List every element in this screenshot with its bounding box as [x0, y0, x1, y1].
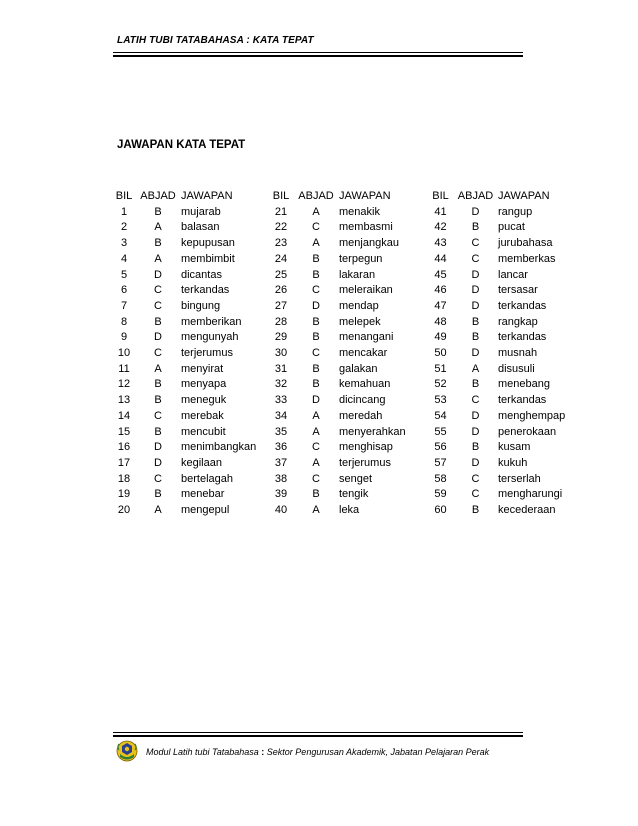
cell-bil: 50	[434, 347, 447, 360]
column-header-abjad: ABJAD	[298, 190, 334, 202]
cell-jawapan: mencubit	[181, 425, 226, 438]
cell-abjad: C	[154, 284, 162, 297]
cell-bil: 24	[274, 252, 288, 265]
answer-table-body	[113, 205, 568, 519]
cell-abjad: B	[312, 252, 320, 265]
header-rule-thin	[113, 52, 523, 53]
table-row	[113, 362, 568, 378]
cell-jawapan: membasmi	[339, 221, 393, 234]
table-row	[113, 472, 568, 488]
cell-jawapan: lakaran	[339, 268, 376, 281]
cell-jawapan: mengharungi	[498, 488, 563, 501]
cell-jawapan: tengik	[339, 488, 369, 501]
cell-jawapan: menyirat	[181, 362, 224, 375]
table-row	[113, 377, 568, 393]
cell-jawapan: merebak	[181, 409, 224, 422]
cell-abjad: C	[471, 488, 480, 501]
table-header-row	[113, 189, 568, 205]
cell-bil: 15	[117, 425, 131, 438]
cell-abjad: D	[154, 456, 162, 469]
cell-abjad: D	[154, 331, 162, 344]
cell-bil: 33	[274, 394, 288, 407]
cell-bil: 22	[274, 221, 288, 234]
footer-rule-thick	[113, 735, 523, 737]
column-header-jawapan: JAWAPAN	[181, 190, 233, 202]
cell-bil: 11	[118, 362, 130, 375]
cell-jawapan: senget	[339, 472, 373, 485]
cell-bil: 7	[120, 299, 128, 312]
cell-abjad: A	[312, 504, 320, 517]
cell-jawapan: leka	[339, 504, 360, 517]
column-header-jawapan: JAWAPAN	[339, 190, 391, 202]
column-header-bil: BIL	[432, 190, 449, 202]
cell-jawapan: melepek	[339, 315, 381, 328]
cell-abjad: D	[471, 205, 480, 218]
cell-abjad: A	[312, 205, 320, 218]
cell-bil: 58	[434, 472, 447, 485]
state-crest-icon	[116, 740, 138, 762]
cell-jawapan: kemahuan	[339, 378, 391, 391]
cell-jawapan: menakik	[339, 205, 380, 218]
table-row	[113, 220, 568, 236]
cell-abjad: A	[312, 409, 320, 422]
cell-bil: 35	[274, 425, 288, 438]
cell-jawapan: memberkas	[498, 252, 556, 265]
cell-abjad: C	[471, 252, 480, 265]
document-header-title: LATIH TUBI TATABAHASA : KATA TEPAT	[117, 35, 314, 46]
cell-bil: 54	[434, 409, 447, 422]
cell-bil: 56	[434, 441, 447, 454]
cell-jawapan: kecederaan	[498, 504, 556, 517]
cell-bil: 32	[274, 378, 288, 391]
cell-bil: 23	[274, 237, 288, 250]
cell-jawapan: tersasar	[498, 284, 538, 297]
cell-jawapan: menyapa	[181, 378, 227, 391]
table-row	[113, 456, 568, 472]
cell-abjad: B	[471, 315, 480, 328]
cell-bil: 41	[434, 205, 447, 218]
cell-abjad: C	[154, 347, 162, 360]
cell-abjad: B	[471, 504, 480, 517]
cell-abjad: B	[154, 378, 162, 391]
cell-jawapan: terjerumus	[339, 456, 391, 469]
cell-bil: 40	[274, 504, 288, 517]
column-header-bil: BIL	[115, 190, 133, 202]
table-row	[113, 268, 568, 284]
cell-jawapan: mendap	[339, 299, 379, 312]
cell-abjad: B	[154, 315, 162, 328]
cell-bil: 16	[117, 441, 131, 454]
cell-abjad: C	[471, 472, 480, 485]
cell-bil: 37	[274, 456, 288, 469]
cell-abjad: A	[154, 252, 162, 265]
cell-jawapan: menangani	[339, 331, 394, 344]
cell-jawapan: musnah	[498, 347, 538, 360]
cell-bil: 21	[274, 205, 288, 218]
cell-jawapan: mengunyah	[181, 331, 239, 344]
cell-abjad: B	[154, 237, 162, 250]
table-row	[113, 425, 568, 441]
footer-separator: :	[261, 747, 265, 757]
cell-jawapan: meleraikan	[339, 284, 393, 297]
table-row	[113, 330, 568, 346]
cell-bil: 10	[117, 347, 131, 360]
cell-abjad: D	[154, 441, 162, 454]
cell-abjad: D	[471, 409, 480, 422]
cell-jawapan: terpegun	[339, 252, 383, 265]
cell-abjad: B	[312, 362, 320, 375]
cell-jawapan: mencakar	[339, 347, 388, 360]
cell-abjad: B	[154, 425, 162, 438]
cell-bil: 48	[434, 315, 447, 328]
cell-abjad: A	[154, 504, 162, 517]
cell-bil: 39	[274, 488, 288, 501]
cell-jawapan: jurubahasa	[498, 237, 553, 250]
table-row	[113, 205, 568, 221]
cell-jawapan: menimbangkan	[181, 441, 257, 454]
cell-jawapan: terserlah	[498, 472, 541, 485]
cell-jawapan: mengepul	[181, 504, 230, 517]
cell-abjad: C	[154, 299, 162, 312]
table-row	[113, 503, 568, 519]
cell-bil: 46	[434, 284, 447, 297]
cell-abjad: B	[471, 331, 480, 344]
cell-bil: 31	[274, 362, 288, 375]
cell-bil: 38	[274, 472, 288, 485]
cell-bil: 14	[117, 409, 131, 422]
cell-bil: 42	[434, 221, 447, 234]
cell-bil: 47	[434, 299, 447, 312]
cell-abjad: D	[471, 425, 480, 438]
cell-jawapan: terkandas	[498, 299, 547, 312]
cell-jawapan: menyerahkan	[339, 425, 406, 438]
header-rule-thick	[113, 55, 523, 57]
cell-jawapan: terkandas	[181, 284, 230, 297]
cell-jawapan: rangup	[498, 205, 533, 218]
cell-bil: 29	[274, 331, 288, 344]
cell-bil: 17	[117, 456, 131, 469]
cell-bil: 13	[117, 394, 131, 407]
cell-abjad: A	[471, 362, 480, 375]
cell-abjad: A	[312, 425, 320, 438]
cell-bil: 9	[120, 331, 128, 344]
cell-abjad: D	[312, 394, 320, 407]
cell-abjad: C	[154, 472, 162, 485]
cell-jawapan: menjangkau	[339, 237, 399, 250]
cell-abjad: B	[154, 205, 162, 218]
cell-bil: 55	[434, 425, 447, 438]
cell-jawapan: kepupusan	[181, 237, 235, 250]
cell-bil: 12	[117, 378, 131, 391]
cell-abjad: B	[471, 441, 480, 454]
cell-abjad: D	[471, 456, 480, 469]
cell-bil: 18	[117, 472, 131, 485]
cell-bil: 19	[117, 488, 131, 501]
cell-bil: 44	[434, 252, 447, 265]
cell-abjad: D	[471, 347, 480, 360]
cell-abjad: D	[154, 268, 162, 281]
cell-jawapan: menebang	[498, 378, 550, 391]
cell-bil: 49	[434, 331, 447, 344]
cell-jawapan: mujarab	[181, 205, 221, 218]
table-row	[113, 346, 568, 362]
footer-text	[146, 747, 489, 757]
cell-abjad: B	[471, 221, 480, 234]
cell-bil: 51	[434, 362, 447, 375]
cell-bil: 20	[117, 504, 131, 517]
cell-bil: 6	[120, 284, 128, 297]
cell-jawapan: rangkap	[498, 315, 538, 328]
table-row	[113, 409, 568, 425]
cell-jawapan: terkandas	[498, 394, 547, 407]
cell-bil: 28	[274, 315, 288, 328]
cell-jawapan: menghempap	[498, 409, 566, 422]
cell-jawapan: dicantas	[181, 268, 222, 281]
cell-abjad: D	[471, 299, 480, 312]
cell-abjad: C	[471, 237, 480, 250]
cell-abjad: B	[154, 394, 162, 407]
cell-bil: 52	[434, 378, 447, 391]
cell-bil: 4	[120, 252, 128, 265]
cell-abjad: C	[312, 284, 320, 297]
cell-abjad: C	[312, 441, 320, 454]
cell-bil: 26	[274, 284, 288, 297]
cell-abjad: C	[154, 409, 162, 422]
answer-table	[113, 189, 568, 519]
cell-jawapan: disusuli	[498, 362, 535, 375]
cell-jawapan: meredah	[339, 409, 383, 422]
cell-bil: 30	[274, 347, 288, 360]
cell-bil: 8	[120, 315, 128, 328]
column-header-abjad: ABJAD	[140, 190, 176, 202]
cell-abjad: C	[471, 394, 480, 407]
cell-bil: 59	[434, 488, 447, 501]
cell-abjad: B	[154, 488, 162, 501]
cell-jawapan: meneguk	[181, 394, 227, 407]
cell-bil: 53	[434, 394, 447, 407]
cell-jawapan: bertelagah	[181, 472, 233, 485]
cell-abjad: D	[471, 268, 480, 281]
cell-jawapan: memberikan	[181, 315, 242, 328]
column-header-bil: BIL	[272, 190, 290, 202]
table-row	[113, 487, 568, 503]
cell-jawapan: terjerumus	[181, 347, 233, 360]
cell-abjad: B	[312, 315, 320, 328]
cell-abjad: C	[312, 472, 320, 485]
table-row	[113, 283, 568, 299]
cell-jawapan: kukuh	[498, 456, 528, 469]
cell-abjad: A	[154, 362, 162, 375]
cell-abjad: D	[471, 284, 480, 297]
cell-abjad: C	[312, 221, 320, 234]
section-title: JAWAPAN KATA TEPAT	[117, 139, 246, 151]
cell-jawapan: kegilaan	[181, 456, 222, 469]
table-row	[113, 440, 568, 456]
cell-jawapan: menebar	[181, 488, 225, 501]
cell-jawapan: membimbit	[181, 252, 235, 265]
cell-jawapan: dicincang	[339, 394, 386, 407]
cell-jawapan: balasan	[181, 221, 220, 234]
cell-bil: 2	[120, 221, 128, 234]
footer-rule-thin	[113, 732, 523, 733]
footer-module-name: Modul Latih tubi Tatabahasa	[146, 747, 259, 757]
cell-abjad: A	[312, 237, 320, 250]
cell-bil: 1	[120, 205, 128, 218]
table-row	[113, 252, 568, 268]
column-header-abjad: ABJAD	[457, 190, 494, 202]
cell-abjad: B	[312, 488, 320, 501]
cell-bil: 57	[434, 456, 447, 469]
cell-abjad: A	[312, 456, 320, 469]
cell-bil: 36	[274, 441, 288, 454]
cell-abjad: C	[312, 347, 320, 360]
cell-abjad: D	[312, 299, 320, 312]
cell-jawapan: bingung	[181, 299, 221, 312]
cell-bil: 27	[274, 299, 288, 312]
cell-abjad: B	[471, 378, 480, 391]
cell-bil: 34	[274, 409, 288, 422]
cell-abjad: A	[154, 221, 162, 234]
cell-bil: 45	[434, 268, 447, 281]
cell-bil: 3	[120, 237, 128, 250]
cell-bil: 5	[120, 268, 128, 281]
table-row	[113, 236, 568, 252]
column-header-jawapan: JAWAPAN	[498, 190, 550, 202]
cell-jawapan: menghisap	[339, 441, 393, 454]
cell-bil: 60	[434, 504, 447, 517]
table-row	[113, 299, 568, 315]
cell-jawapan: kusam	[498, 441, 531, 454]
cell-abjad: B	[312, 331, 320, 344]
cell-bil: 25	[274, 268, 288, 281]
cell-jawapan: terkandas	[498, 331, 547, 344]
cell-jawapan: galakan	[339, 362, 378, 375]
cell-jawapan: pucat	[498, 221, 525, 234]
footer-sector-name: Sektor Pengurusan Akademik, Jabatan Pelajaran Perak	[266, 747, 490, 757]
table-row	[113, 315, 568, 331]
cell-jawapan: penerokaan	[498, 425, 557, 438]
table-row	[113, 393, 568, 409]
cell-abjad: B	[312, 378, 320, 391]
cell-jawapan: lancar	[498, 268, 528, 281]
cell-bil: 43	[434, 237, 447, 250]
cell-abjad: B	[312, 268, 320, 281]
